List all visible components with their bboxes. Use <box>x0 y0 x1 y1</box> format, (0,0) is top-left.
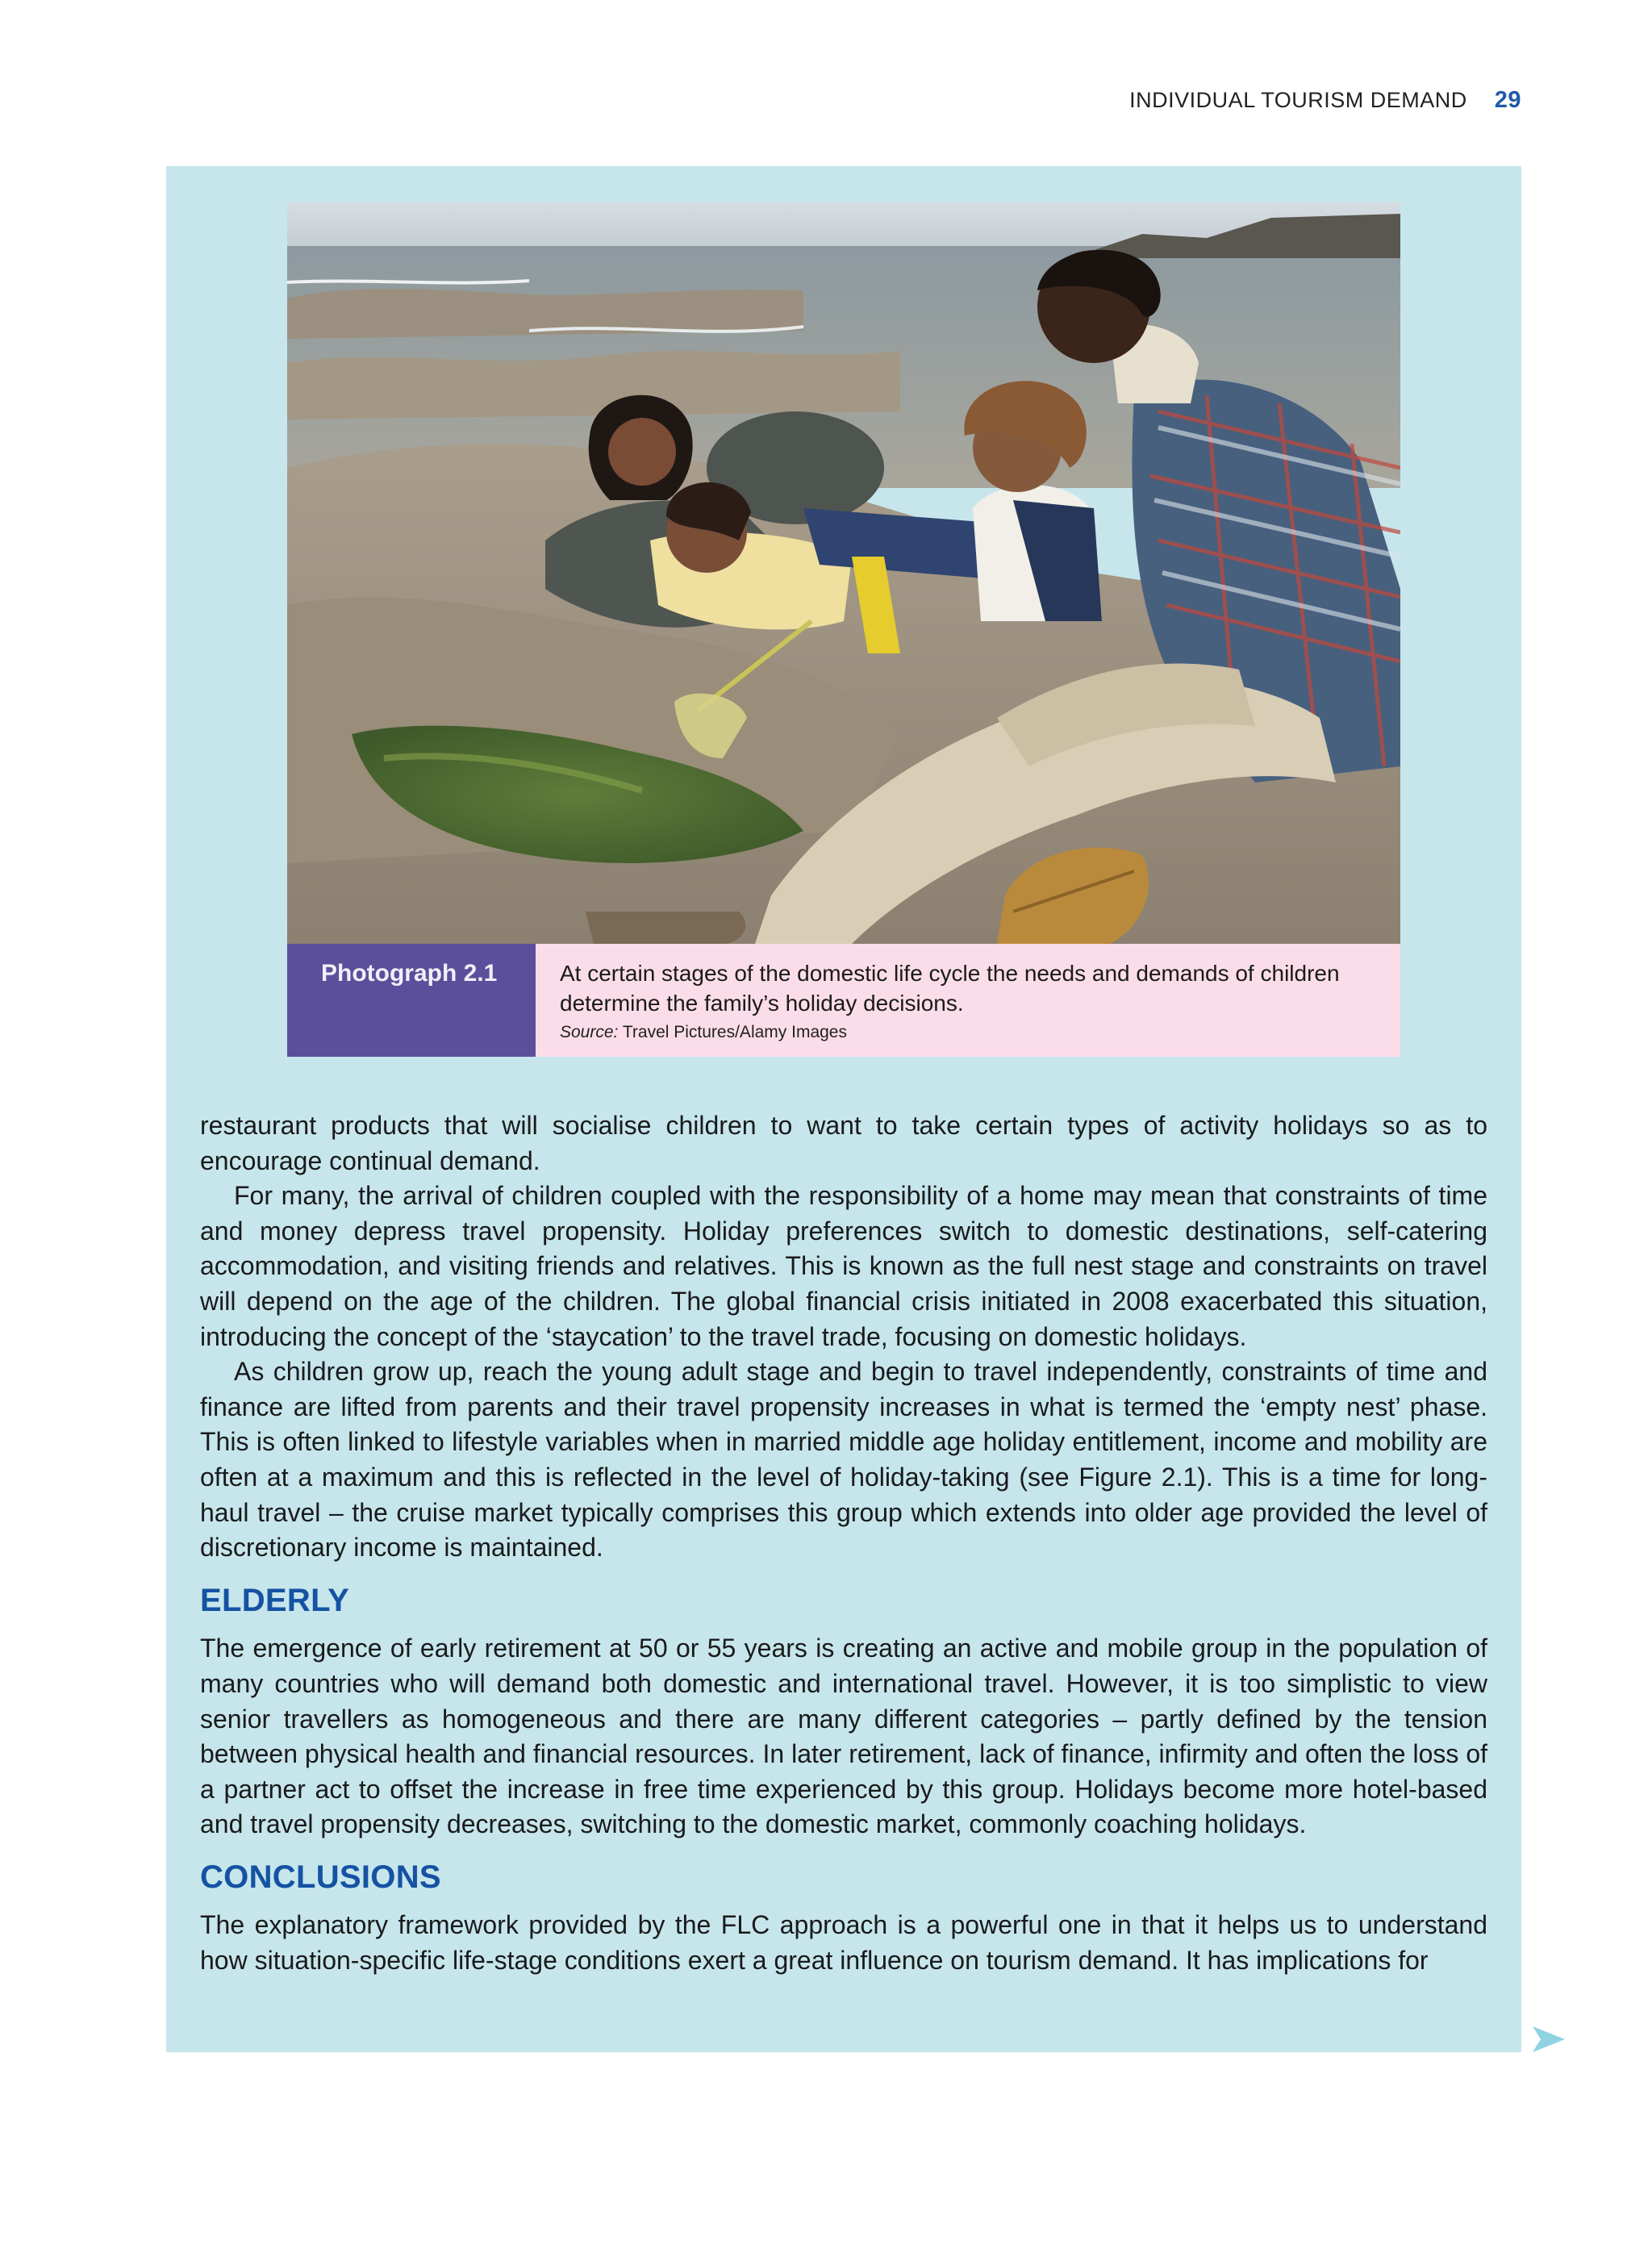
paragraph-5: The explanatory framework provided by the FLC approach is a powerful one in that it helps us to understand how situation-specific life-stage conditions exert a great influence on tourism demand. It has implications for <box>200 1910 1487 1976</box>
page-number: 29 <box>1494 87 1521 113</box>
caption-source <box>560 1023 1376 1042</box>
caption-label: Photograph 2.1 <box>287 944 536 1057</box>
body-text <box>200 1108 1487 1979</box>
running-head-title: INDIVIDUAL TOURISM DEMAND <box>1129 88 1467 112</box>
heading-elderly: ELDERLY <box>200 1582 350 1618</box>
paragraph-3: As children grow up, reach the young adult stage and begin to travel independently, constraints of time and finance are lifted from parents and their travel propensity increases in what is termed the ‘empty nest’ phase. This is often linked to lifestyle variables when in married middle age holiday entitlement, income and mobility are often at a maximum and this is reflected in the level of holiday-taking (see Figure 2.1). This is a time for long-haul travel – the cruise market typically comprises this group which extends into older age provided the level of discretionary income is maintained. <box>200 1357 1487 1563</box>
paragraph-2: For many, the arrival of children coupled with the responsibility of a home may mean that constraints of time and money depress travel propensity. Holiday preferences switch to domestic destinations, self-catering accommodation, and visiting friends and relatives. This is known as the full nest stage and constraints on travel will depend on the age of the children. The global financial crisis initiated in 2008 exacerbated this situation, introducing the concept of the ‘staycation’ to the travel trade, focusing on domestic holidays. <box>200 1181 1487 1351</box>
caption-body <box>536 944 1400 1057</box>
running-head <box>1129 87 1521 114</box>
heading-conclusions: CONCLUSIONS <box>200 1859 441 1895</box>
content-panel <box>166 166 1521 2052</box>
paragraph-1: restaurant products that will socialise children to want to take certain types of activity holidays so as to encourage continual demand. <box>200 1111 1487 1175</box>
source-text: Travel Pictures/Alamy Images <box>622 1023 847 1041</box>
photo-caption <box>287 944 1400 1057</box>
arrow-right-icon <box>1533 2026 1565 2052</box>
caption-text: At certain stages of the domestic life cycle the needs and demands of children determine the family’s holiday decisions. <box>560 961 1340 1016</box>
paragraph-4: The emergence of early retirement at 50 or 55 years is creating an active and mobile group in the population of many countries who will demand both domestic and international travel. However, it is too simplistic to view senior travellers as homogeneous and there are many different categories – partly defined by the tension between physical health and financial resources. In later retirement, lack of finance, infirmity and often the loss of a partner act to offset the increase in free time experienced by this group. Holidays become more hotel-based and travel propensity decreases, switching to the domestic market, commonly coaching holidays. <box>200 1634 1487 1839</box>
source-label: Source: <box>560 1023 619 1041</box>
family-beach-photo <box>287 202 1400 944</box>
